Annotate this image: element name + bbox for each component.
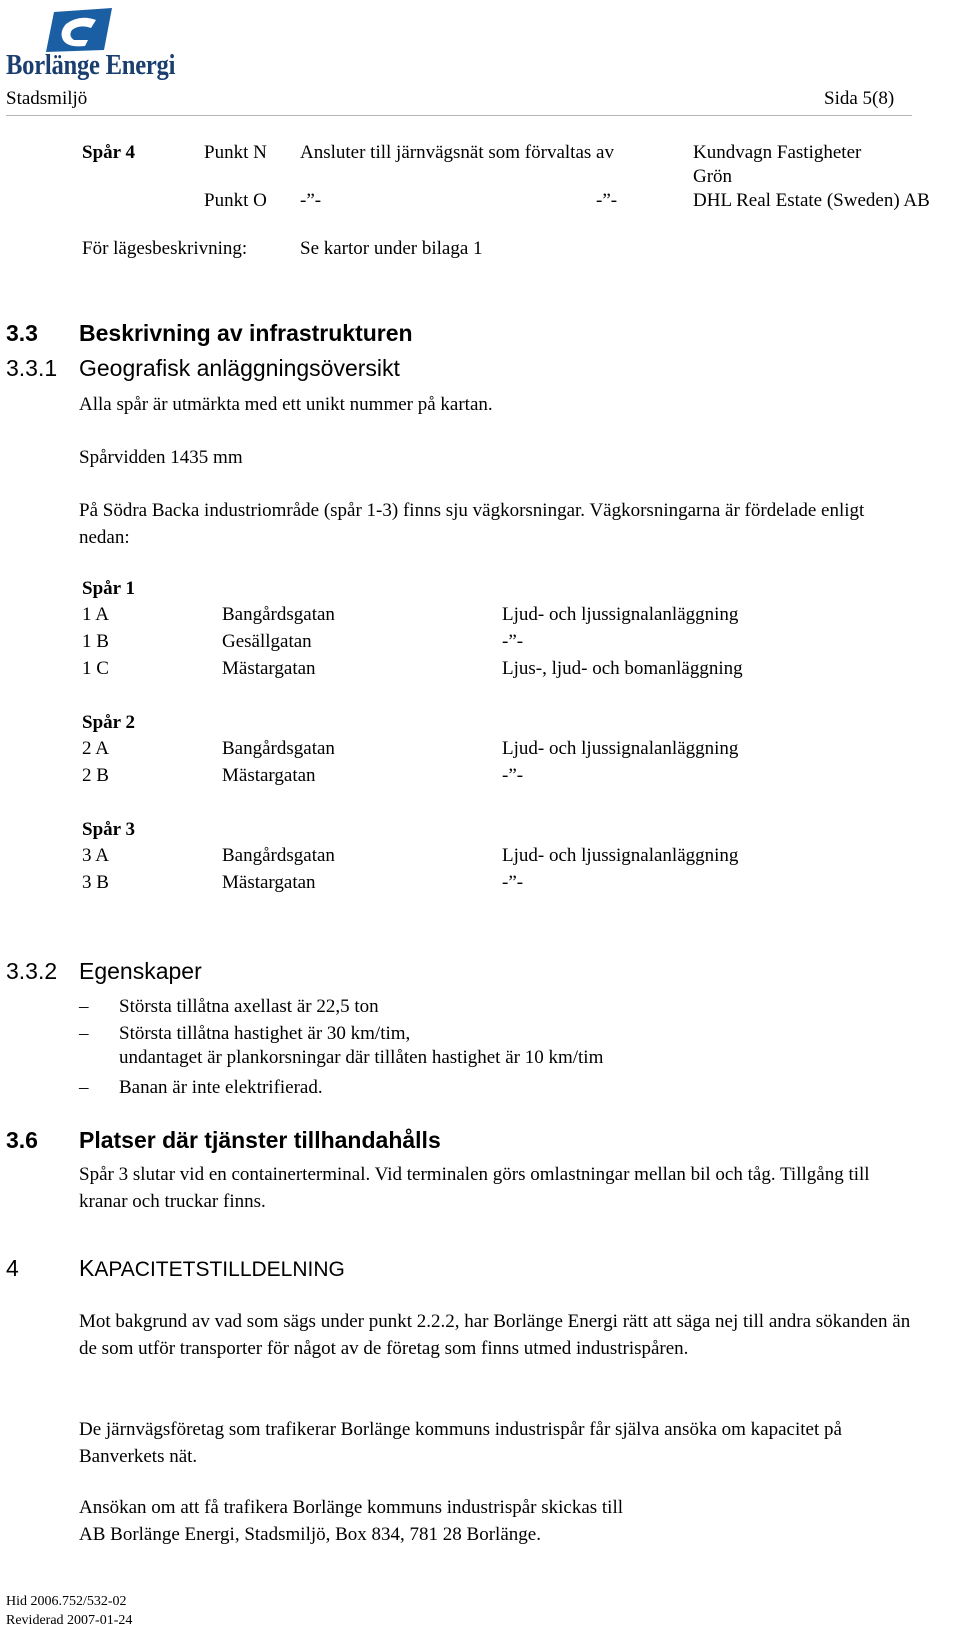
page-number: Sida 5(8) xyxy=(824,88,895,109)
crossing-type: Ljud- och ljussignalanläggning xyxy=(502,604,739,625)
dash-bullet: – xyxy=(79,996,89,1017)
crossing-street: Gesällgatan xyxy=(222,631,312,652)
crossing-type: -”- xyxy=(502,765,524,786)
crossing-id: 2 A xyxy=(82,738,109,759)
section-3-6-title: Platser där tjänster tillhandahålls xyxy=(79,1127,441,1153)
paragraph-refusal: Mot bakgrund av vad som sägs under punkt 2.2.2, har Borlänge Energi rätt att säga nej till andra sökanden än de som utför transporter för något av de företag som finns utmed industrispåren. xyxy=(79,1311,911,1359)
section-3-3-title: Beskrivning av infrastrukturen xyxy=(79,320,413,346)
crossing-id: 1 A xyxy=(82,604,109,625)
section-3-3-number: 3.3 xyxy=(6,320,38,346)
spar4-owner-n-cont: Grön xyxy=(693,166,733,187)
header-department: Stadsmiljö xyxy=(6,88,88,109)
crossing-street: Bangårdsgatan xyxy=(222,604,335,625)
section-4-number: 4 xyxy=(6,1255,19,1281)
paragraph-track-numbers: Alla spår är utmärkta med ett unikt nummer på kartan. xyxy=(79,394,493,415)
crossing-id: 1 B xyxy=(82,631,109,652)
paragraph-crossings: På Södra Backa industriområde (spår 1-3) finns sju vägkorsningar. Vägkorsningarna är fördelade enligt nedan: xyxy=(79,500,865,548)
crossing-street: Bangårdsgatan xyxy=(222,845,335,866)
spar4-ditto-1: -”- xyxy=(300,190,322,211)
footer-reference: Hid 2006.752/532-02 xyxy=(6,1594,127,1609)
borlange-energi-logo-icon xyxy=(44,6,114,54)
location-value: Se kartor under bilaga 1 xyxy=(300,238,483,259)
spar4-point-o: Punkt O xyxy=(204,190,267,211)
crossing-type: Ljud- och ljussignalanläggning xyxy=(502,845,739,866)
property-item: – Banan är inte elektrifierad. xyxy=(79,1074,323,1101)
header-divider xyxy=(6,115,912,116)
spar4-ditto-2: -”- xyxy=(596,190,618,211)
section-3-3-1-number: 3.3.1 xyxy=(6,355,58,381)
spar4-point-n: Punkt N xyxy=(204,142,267,163)
property-item-continuation: undantaget är plankorsningar där tillåten hastighet är 10 km/tim xyxy=(119,1047,604,1068)
spar4-owner-n: Kundvagn Fastigheter xyxy=(693,142,862,163)
footer-revised: Reviderad 2007-01-24 xyxy=(6,1613,133,1628)
crossing-id: 2 B xyxy=(82,765,109,786)
location-label: För lägesbeskrivning: xyxy=(82,238,248,259)
crossing-id: 1 C xyxy=(82,658,109,679)
paragraph-application-line1: Ansökan om att få trafikera Borlänge kommuns industrispår skickas till xyxy=(79,1497,624,1518)
spar4-desc: Ansluter till järnvägsnät som förvaltas av xyxy=(300,142,614,163)
crossing-id: 3 B xyxy=(82,872,109,893)
track-3-label: Spår 3 xyxy=(82,819,135,840)
property-item: – Största tillåtna hastighet är 30 km/tim, xyxy=(79,1020,410,1047)
section-3-3-2-number: 3.3.2 xyxy=(6,958,58,984)
crossing-type: -”- xyxy=(502,631,524,652)
crossing-type: -”- xyxy=(502,872,524,893)
logo-text: Borlänge Energi xyxy=(6,50,176,81)
paragraph-railway-companies: De järnvägsföretag som trafikerar Borlänge kommuns industrispår får själva ansöka om kapacitet på Banverkets nät. xyxy=(79,1419,842,1467)
dash-bullet: – xyxy=(79,1023,89,1044)
crossing-street: Mästargatan xyxy=(222,765,316,786)
crossing-street: Mästargatan xyxy=(222,658,316,679)
section-4-title: KAPACITETSTILLDELNING xyxy=(79,1255,345,1281)
track-2-label: Spår 2 xyxy=(82,712,135,733)
section-3-6-number: 3.6 xyxy=(6,1127,38,1153)
spar4-label: Spår 4 xyxy=(82,142,135,163)
crossing-type: Ljus-, ljud- och bomanläggning xyxy=(502,658,743,679)
crossing-street: Bangårdsgatan xyxy=(222,738,335,759)
paragraph-container-terminal: Spår 3 slutar vid en containerterminal. Vid terminalen görs omlastningar mellan bil och tåg. Tillgång till kranar och truckar finns. xyxy=(79,1164,870,1212)
paragraph-gauge: Spårvidden 1435 mm xyxy=(79,447,243,468)
paragraph-application-line2: AB Borlänge Energi, Stadsmiljö, Box 834, 781 28 Borlänge. xyxy=(79,1524,541,1545)
track-1-label: Spår 1 xyxy=(82,578,135,599)
crossing-street: Mästargatan xyxy=(222,872,316,893)
section-3-3-1-title: Geografisk anläggningsöversikt xyxy=(79,355,400,381)
crossing-id: 3 A xyxy=(82,845,109,866)
crossing-type: Ljud- och ljussignalanläggning xyxy=(502,738,739,759)
dash-bullet: – xyxy=(79,1077,89,1098)
spar4-owner-o: DHL Real Estate (Sweden) AB xyxy=(693,190,930,211)
section-3-3-2-title: Egenskaper xyxy=(79,958,202,984)
property-item: – Största tillåtna axellast är 22,5 ton xyxy=(79,993,379,1020)
